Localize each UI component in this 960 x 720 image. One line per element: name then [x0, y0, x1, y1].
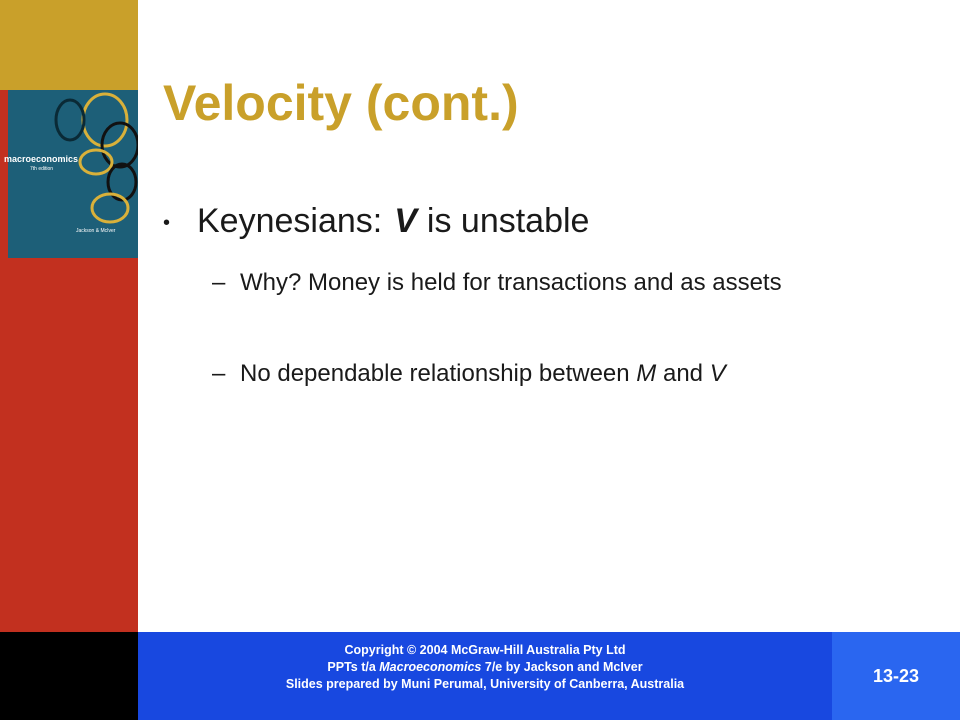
bullet-dot-icon: •: [163, 211, 171, 234]
bullet-prefix: Keynesians:: [197, 202, 383, 240]
book-cover-image: [0, 90, 138, 258]
dash-icon: –: [212, 269, 226, 296]
footer-left-block: [0, 632, 138, 720]
subpoint-text-pre: No dependable relationship between: [240, 360, 637, 387]
subpoint-text: Why? Money is held for transactions and as assets: [240, 269, 782, 296]
slide-number: 13-23: [832, 632, 960, 720]
book-edition: 7th edition: [30, 166, 54, 172]
variable-m: M: [636, 360, 657, 387]
dash-icon: –: [212, 360, 226, 387]
book-authors: Jackson & McIver: [76, 228, 116, 234]
footer-line-1: Copyright © 2004 McGraw-Hill Australia Pty Ltd: [344, 643, 626, 657]
footer-line-2-pre: PPTs t/a: [327, 660, 380, 674]
book-title: macroeconomics: [4, 154, 79, 164]
footer-line-2: [138, 659, 832, 676]
left-gold-bar: [0, 0, 138, 90]
subpoint-relationship: [212, 357, 860, 391]
subpoint-why: [212, 266, 860, 300]
bullet-variable: V: [394, 202, 417, 240]
variable-v: V: [709, 360, 726, 387]
left-red-bar: [0, 258, 138, 632]
bullet-suffix: is unstable: [426, 202, 590, 240]
footer-line-2-post: 7/e by Jackson and McIver: [481, 660, 643, 674]
footer-line-2-book: Macroeconomics: [379, 660, 482, 674]
subpoint-text-line: [240, 357, 860, 391]
slide-title: Velocity (cont.): [163, 75, 519, 131]
cover-rings-graphic: [0, 90, 138, 258]
subpoint-text-mid: and: [662, 360, 710, 387]
footer-line-3: Slides prepared by Muni Perumal, University of Canberra, Australia: [285, 677, 685, 691]
footer-copyright: [138, 632, 832, 720]
main-bullet: [163, 202, 589, 241]
